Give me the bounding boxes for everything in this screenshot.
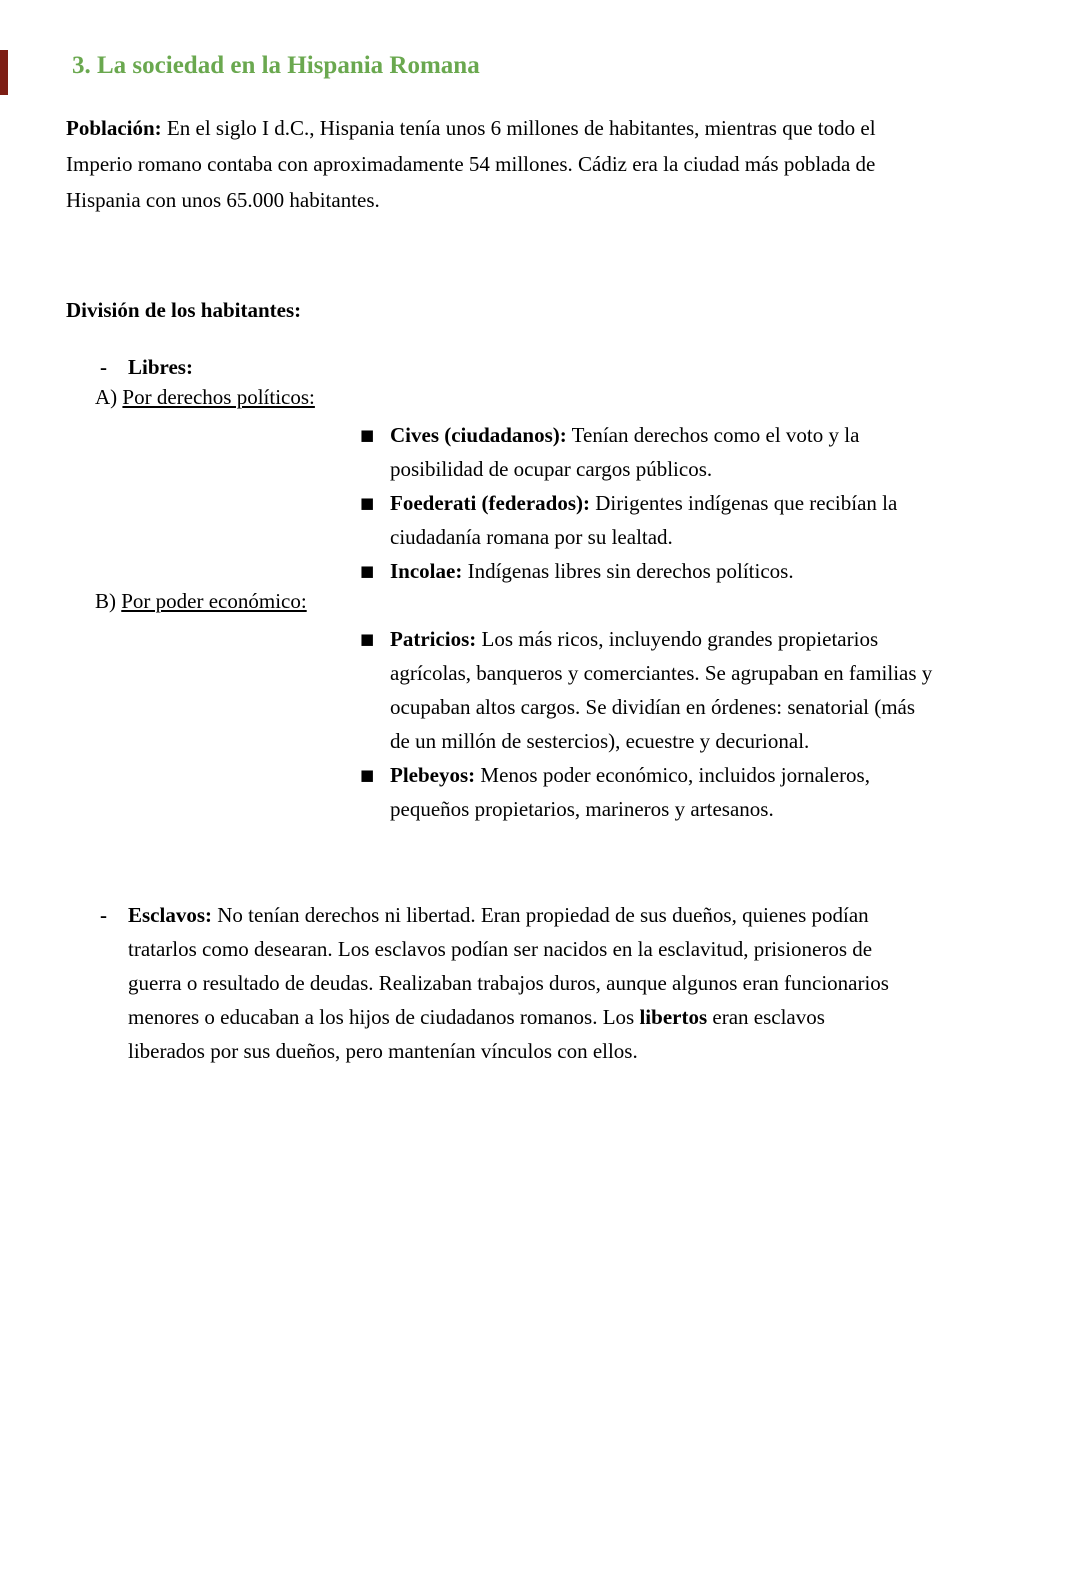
underlined-text-run: Por derechos políticos: [122, 385, 315, 409]
incolae-bullet-content [390, 554, 1045, 588]
division-heading [66, 292, 1040, 328]
text-line [66, 146, 1040, 182]
text-line [66, 292, 1040, 328]
bold-text-run: Esclavos: [128, 903, 212, 927]
text-line [390, 758, 1045, 792]
text-line [66, 110, 1040, 146]
dash-bullet-glyph: - [100, 355, 107, 379]
square-bullet-glyph: ■ [360, 494, 375, 512]
bold-text-run: libertos [639, 1005, 708, 1029]
poblacion-paragraph-content [66, 110, 1040, 218]
text-run: Los más ricos, incluyendo grandes propietarios [476, 627, 879, 651]
derechos-politicos-label [95, 380, 1040, 414]
text-line [390, 792, 1045, 826]
text-line [390, 724, 1045, 758]
foederati-bullet-content [390, 486, 1045, 554]
text-line [128, 898, 1040, 932]
text-line [390, 622, 1045, 656]
text-line [390, 656, 1045, 690]
esclavos-item [100, 898, 1040, 1068]
text-line [66, 182, 1040, 218]
label-prefix: B) [95, 589, 122, 613]
text-line [390, 690, 1045, 724]
text-line [390, 520, 1045, 554]
text-run: de un millón de sestercios), ecuestre y decurional. [390, 729, 810, 753]
text-line [128, 350, 1040, 384]
libres-item-content [128, 350, 1040, 384]
text-line [128, 1034, 1040, 1068]
text-line [128, 1000, 1040, 1034]
text-line [390, 486, 1045, 520]
page-edge-artifact [0, 50, 8, 95]
patricios-bullet-content [390, 622, 1045, 758]
square-bullet-glyph: ■ [360, 630, 375, 648]
text-run: posibilidad de ocupar cargos públicos. [390, 457, 713, 481]
text-line [128, 932, 1040, 966]
text-run: Imperio romano contaba con aproximadamente 54 millones. Cádiz era la ciudad más poblada de [66, 152, 876, 176]
text-run: tratarlos como desearan. Los esclavos podían ser nacidos en la esclavitud, prisioneros de [128, 937, 873, 961]
dash-bullet-glyph: - [100, 903, 107, 927]
derechos-politicos-label-content [95, 380, 1040, 414]
bold-text-run: Libres: [128, 355, 193, 379]
text-run: pequeños propietarios, marineros y artesanos. [390, 797, 774, 821]
text-run: Hispania con unos 65.000 habitantes. [66, 188, 380, 212]
text-run: menores o educaban a los hijos de ciudadanos romanos. Los [128, 1005, 640, 1029]
square-bullet-glyph: ■ [360, 562, 375, 580]
bold-text-run: Patricios: [390, 627, 477, 651]
libres-item [100, 350, 1040, 384]
bold-text-run: Cives (ciudadanos): [390, 423, 567, 447]
text-run: Dirigentes indígenas que recibían la [590, 491, 898, 515]
text-run: Indígenas libres sin derechos políticos. [462, 559, 794, 583]
text-line [390, 418, 1045, 452]
poder-economico-label-content [95, 584, 1040, 618]
plebeyos-bullet [360, 758, 1045, 826]
text-run: agrícolas, banqueros y comerciantes. Se agrupaban en familias y [390, 661, 933, 685]
text-run: Tenían derechos como el voto y la [566, 423, 860, 447]
patricios-bullet [360, 622, 1045, 758]
plebeyos-bullet-content [390, 758, 1045, 826]
division-heading-content [66, 292, 1040, 328]
text-line [95, 380, 1040, 414]
cives-bullet [360, 418, 1045, 486]
incolae-bullet [360, 554, 1045, 588]
document-body [0, 110, 1080, 1068]
text-run: eran esclavos [707, 1005, 825, 1029]
square-bullet-glyph: ■ [360, 426, 375, 444]
text-run: División de los habitantes: [66, 298, 302, 322]
foederati-bullet [360, 486, 1045, 554]
text-line [128, 966, 1040, 1000]
bold-text-run: Foederati (federados): [390, 491, 591, 515]
text-line [95, 584, 1040, 618]
text-run: ciudadanía romana por su lealtad. [390, 525, 673, 549]
text-run: ocupaban altos cargos. Se dividían en órdenes: senatorial (más [390, 695, 916, 719]
cives-bullet-content [390, 418, 1045, 486]
text-run: liberados por sus dueños, pero mantenían vínculos con ellos. [128, 1039, 638, 1063]
label-prefix: A) [95, 385, 123, 409]
text-run: guerra o resultado de deudas. Realizaban trabajos duros, aunque algunos eran funcionarios [128, 971, 889, 995]
text-run: Menos poder económico, incluidos jornaleros, [475, 763, 870, 787]
text-run: No tenían derechos ni libertad. Eran propiedad de sus dueños, quienes podían [212, 903, 869, 927]
poder-economico-label [95, 584, 1040, 618]
bold-text-run: Plebeyos: [390, 763, 476, 787]
esclavos-item-content [128, 898, 1040, 1068]
document-title: 3. La sociedad en la Hispania Romana [72, 52, 480, 79]
square-bullet-glyph: ■ [360, 766, 375, 784]
bold-text-run: Población: [66, 116, 162, 140]
text-run: En el siglo I d.C., Hispania tenía unos 6 millones de habitantes, mientras que todo el [161, 116, 876, 140]
text-line [390, 452, 1045, 486]
text-line [390, 554, 1045, 588]
underlined-text-run: Por poder económico: [121, 589, 307, 613]
poblacion-paragraph [66, 110, 1040, 218]
bold-text-run: Incolae: [390, 559, 463, 583]
